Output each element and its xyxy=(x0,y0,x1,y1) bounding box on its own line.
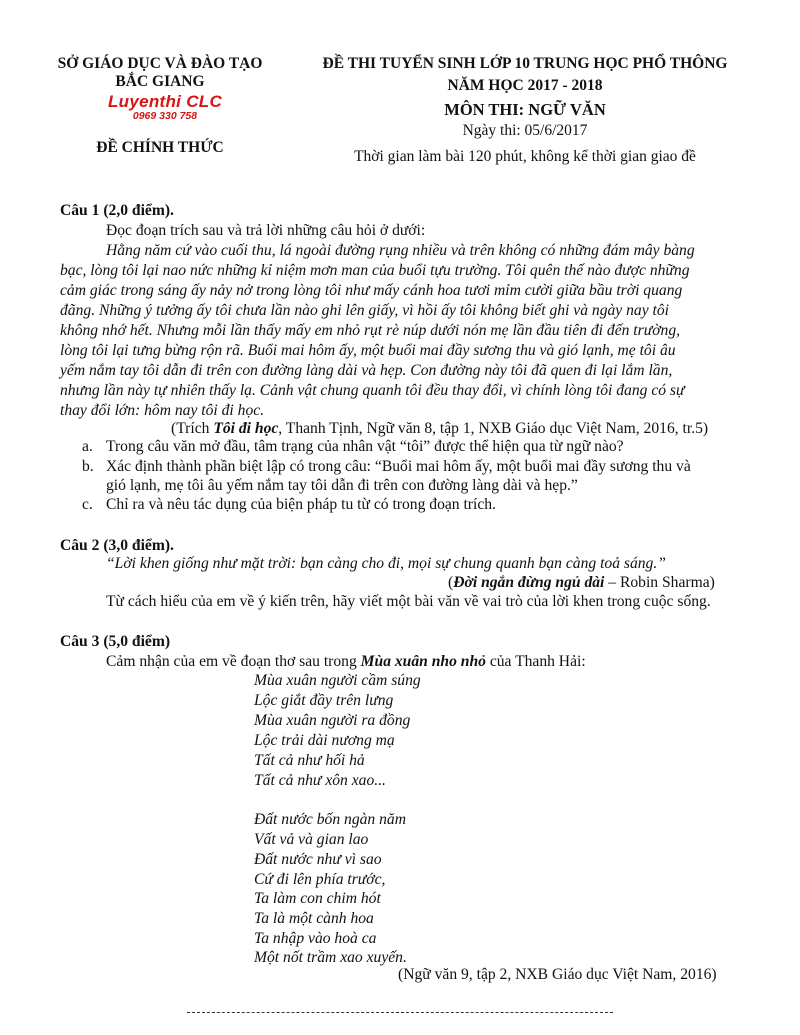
end-divider xyxy=(187,1012,613,1013)
province-name: BẮC GIANG xyxy=(115,73,205,90)
q2-heading: Câu 2 (3,0 điểm). xyxy=(60,537,174,554)
q1-item-marker: b. xyxy=(82,458,94,475)
q1-item-text: Xác định thành phần biệt lập có trong câu: “Buổi mai hôm ấy, một buổi mai đầy sương thu và xyxy=(106,458,691,475)
q1-passage-line: đãng. Những ý tưởng ấy tôi chưa lần nào ghi lên giấy, vì hồi ấy tôi không biết ghi và ngày nay tôi xyxy=(60,302,669,319)
q1-passage-line: lòng tôi lại tưng bừng rộn rã. Buổi mai hôm ấy, một buổi mai đầy sương thu và gió lạnh, mẹ tôi âu xyxy=(60,342,676,359)
q2-source-open: ( xyxy=(448,574,454,591)
q3-source: (Ngữ văn 9, tập 2, NXB Giáo dục Việt Nam, 2016) xyxy=(398,966,717,983)
q2-quote: “Lời khen giống như mặt trời: bạn càng cho đi, mọi sự chung quanh bạn càng toả sáng.” xyxy=(106,555,666,572)
q3-heading: Câu 3 (5,0 điểm) xyxy=(60,633,171,650)
poem-line: Lộc trải dài nương mạ xyxy=(254,732,395,749)
poem-line: Tất cả như hối hả xyxy=(254,752,365,769)
q1-instruction: Đọc đoạn trích sau và trả lời những câu hỏi ở dưới: xyxy=(106,222,426,239)
subject: MÔN THI: NGỮ VĂN xyxy=(444,100,606,119)
q1-passage-line: yếm nắm tay tôi dẫn đi trên con đường làng dài và hẹp. Con đường này tôi đã quen đi lại lắm lần, xyxy=(60,362,673,379)
q1-passage-line: thay đổi lớn: hôm nay tôi đi học. xyxy=(60,402,265,419)
exam-title: ĐỀ THI TUYỂN SINH LỚP 10 TRUNG HỌC PHỔ THÔNG xyxy=(322,55,728,72)
q1-citation-suffix: , Thanh Tịnh, Ngữ văn 8, tập 1, NXB Giáo dục Việt Nam, 2016, tr.5) xyxy=(278,420,709,437)
poem-line: Ta làm con chim hót xyxy=(254,890,381,907)
poem-line: Một nốt trầm xao xuyến. xyxy=(254,949,407,966)
poem-line: Mùa xuân người cầm súng xyxy=(254,672,421,689)
q1-passage-line: không nhớ hết. Nhưng mỗi lần thấy mấy em nhỏ rụt rè núp dưới nón mẹ lần đầu tiên đi đến trường, xyxy=(60,322,681,339)
poem-line: Lộc giắt đầy trên lưng xyxy=(254,692,394,709)
q1-item-text: Trong câu văn mở đầu, tâm trạng của nhân vật “tôi” được thể hiện qua từ ngữ nào? xyxy=(106,438,624,455)
q1-citation-prefix: (Trích xyxy=(171,420,214,437)
q1-passage-line: bạc, lòng tôi lại nao nức những kỉ niệm mơn man của buổi tựu trường. Tôi quên thế nào được những xyxy=(60,262,690,279)
school-year: NĂM HỌC 2017 - 2018 xyxy=(447,77,603,94)
poem-line: Ta là một cành hoa xyxy=(254,910,374,927)
q2-source-work: Đời ngắn đừng ngủ dài xyxy=(453,574,605,591)
q1-passage-line: Hằng năm cứ vào cuối thu, lá ngoài đường rụng nhiều và trên không có những đám mây bàng xyxy=(106,242,695,259)
q2-task: Từ cách hiểu của em về ý kiến trên, hãy viết một bài văn về vai trò của lời khen trong cuộc sống. xyxy=(106,593,711,610)
duration: Thời gian làm bài 120 phút, không kể thời gian giao đề xyxy=(354,148,696,165)
poem-line: Mùa xuân người ra đồng xyxy=(254,712,411,729)
q1-passage-line: nhưng lần này tự nhiên thấy lạ. Cảnh vật chung quanh tôi đều thay đổi, vì chính lòng tôi đang có sự xyxy=(60,382,685,399)
q3-intro-suffix: của Thanh Hải: xyxy=(485,653,586,670)
watermark-stamp-name: Luyenthi CLC xyxy=(107,92,223,111)
q1-item-marker: c. xyxy=(82,496,93,513)
q2-source xyxy=(448,574,715,592)
poem-line: Vất vả và gian lao xyxy=(254,831,369,848)
q1-item-marker: a. xyxy=(82,438,93,455)
q3-intro-work: Mùa xuân nho nhỏ xyxy=(360,653,486,670)
q1-citation-work: Tôi đi học xyxy=(213,420,279,437)
q3-intro xyxy=(106,653,586,671)
poem-line: Ta nhập vào hoà ca xyxy=(254,930,377,947)
department-name: SỞ GIÁO DỤC VÀ ĐÀO TẠO xyxy=(57,55,263,72)
official-label: ĐỀ CHÍNH THỨC xyxy=(96,139,224,156)
poem-line: Đất nước bốn ngàn năm xyxy=(254,811,406,828)
q1-heading: Câu 1 (2,0 điểm). xyxy=(60,202,174,219)
poem-line: Cứ đi lên phía trước, xyxy=(254,871,386,888)
exam-date: Ngày thi: 05/6/2017 xyxy=(462,122,588,139)
poem-line: Tất cả như xôn xao... xyxy=(254,772,386,789)
watermark-stamp-phone: 0969 330 758 xyxy=(132,110,198,122)
q3-intro-prefix: Cảm nhận của em về đoạn thơ sau trong xyxy=(106,653,361,670)
poem-line: Đất nước như vì sao xyxy=(254,851,382,868)
q1-item-text: gió lạnh, mẹ tôi âu yếm nắm tay tôi dẫn đi trên con đường làng dài và hẹp.” xyxy=(106,477,578,494)
q1-citation xyxy=(171,420,708,438)
q1-passage-line: cảm giác trong sáng ấy nảy nở trong lòng tôi như mấy cánh hoa tươi mỉm cười giữa bầu trời quang xyxy=(60,282,683,299)
q1-item-text: Chỉ ra và nêu tác dụng của biện pháp tu từ có trong đoạn trích. xyxy=(106,496,496,513)
q2-source-author: – Robin Sharma) xyxy=(604,574,715,591)
